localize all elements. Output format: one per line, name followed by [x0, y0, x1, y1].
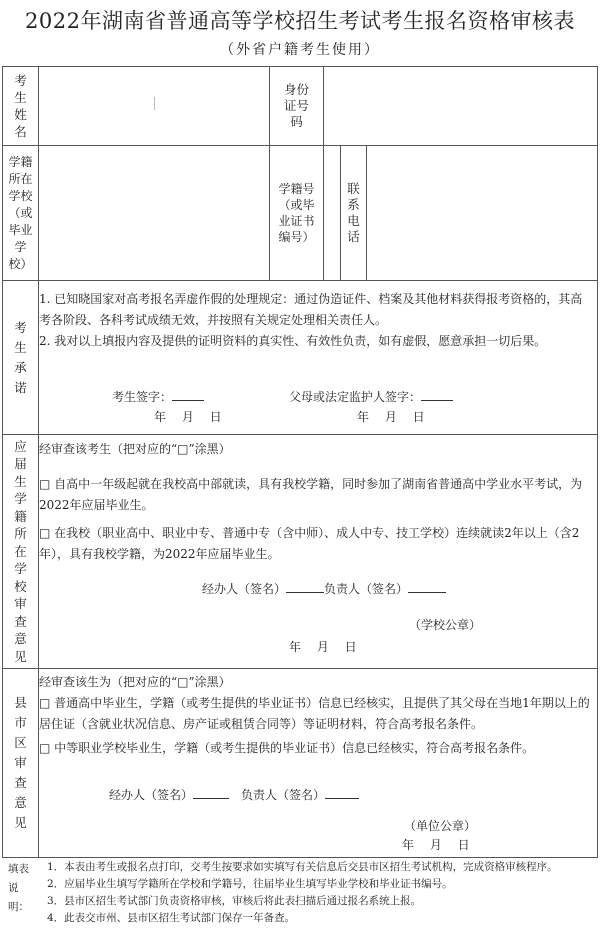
name-input[interactable] — [39, 67, 269, 145]
county-review-option-2[interactable]: □ 中等职业学校毕业生，学籍（或考生提供的毕业证书）信息已经核实，符合高考报名条件。 — [39, 741, 535, 755]
guardian-date: 年 月 日 — [357, 410, 426, 424]
county-review-label: 县市区审查意见 — [14, 695, 27, 830]
divider-row4 — [2, 668, 598, 669]
guardian-signature-line[interactable] — [421, 386, 453, 401]
application-form — [2, 66, 598, 857]
divider-row2 — [2, 280, 598, 281]
guardian-signature-label: 父母或法定监护人签字： — [289, 390, 422, 404]
contact-phone-label: 联系电话 — [347, 181, 360, 244]
school-handler-line[interactable] — [286, 578, 324, 593]
promise-label: 考生承诺 — [14, 319, 27, 395]
school-handler-label: 经办人（签名） — [202, 582, 287, 596]
contact-phone-input[interactable] — [367, 146, 597, 280]
school-review-label: 应届生学籍所在学校审查意见 — [14, 438, 27, 664]
school-label: 学籍所在学校（或毕业学校） — [8, 154, 33, 271]
school-leader-line[interactable] — [408, 578, 446, 593]
county-handler-line[interactable] — [193, 784, 229, 799]
notes-label: 填表说明： — [8, 863, 29, 913]
county-handler-field[interactable] — [109, 784, 359, 806]
student-signature-line[interactable] — [172, 386, 204, 401]
school-review-option-1[interactable]: □ 自高中一年级起就在我校高中部就读，具有我校学籍，同时参加了湖南省普通高中学业水平考试，为2022年应届毕业生。 — [39, 477, 583, 512]
student-signature-label: 考生签字： — [112, 390, 173, 404]
divider-row3 — [2, 434, 598, 435]
note-item-1: 1．本表由考生或报名点打印，交考生按要求如实填写有关信息后交县市区招生考试机构，完成资格审核程序。 — [47, 861, 558, 873]
school-review-option-2[interactable]: □ 在我校（职业高中、职业中专、普通中专（含中师）、成人中专、技工学校）连续就读2年以上（含2年），具有我校学籍，为2022年应届毕业生。 — [39, 526, 580, 561]
county-seal: （单位公章） — [404, 819, 477, 833]
id-number-label: 身份证号码 — [283, 82, 309, 129]
promise-item-1: 1. 已知晓国家对高考报名弄虚作假的处理规定：通过伪造证件、档案及其他材料获得报考资格的，其高考各阶段、各科考试成绩无效，并按照有关规定处理相关责任人。 — [39, 292, 583, 327]
note-item-4: 4．此表交市州、县市区招生考试部门保存一年备查。 — [47, 912, 296, 924]
county-leader-line[interactable] — [325, 784, 359, 799]
id-number-input[interactable] — [324, 67, 597, 145]
border-right — [597, 66, 598, 858]
county-leader-label: 负责人（签名） — [241, 788, 326, 802]
school-review-heading: 经审查该考生（把对应的“□”涂黑） — [39, 442, 231, 456]
instructions-notes — [0, 858, 600, 929]
student-date: 年 月 日 — [154, 410, 223, 424]
county-review-heading: 经审查该生为（把对应的“□”涂黑） — [39, 675, 231, 689]
student-signature-field[interactable] — [112, 386, 204, 408]
text-cursor — [154, 97, 155, 110]
school-seal: （学校公章） — [409, 618, 482, 632]
guardian-signature-field[interactable] — [289, 386, 453, 408]
note-item-3: 3．县市区招生考试部门负责资格审核，审核后将此表扫描后通过报名系统上报。 — [47, 895, 422, 907]
school-handler-field[interactable] — [202, 578, 446, 600]
student-number-input[interactable] — [324, 146, 340, 280]
county-handler-label: 经办人（签名） — [109, 788, 194, 802]
page-subtitle: （外省户籍考生使用） — [220, 42, 380, 58]
promise-item-2: 2. 我对以上填报内容及提供的证明资料的真实性、有效性负责，如有虚假，愿意承担一切后果。 — [39, 334, 547, 348]
school-review-date: 年 月 日 — [289, 640, 358, 654]
name-label: 考生姓名 — [14, 73, 27, 139]
county-review-option-1[interactable]: □ 普通高中毕业生，学籍（或考生提供的毕业证书）信息已经核实，且提供了其父母在当地1年期以上的居住证（含就业状况信息、房产证或租赁合同等）等证明材料，符合高考报名条件。 — [39, 696, 590, 731]
school-input[interactable] — [39, 146, 269, 280]
school-leader-label: 负责人（签名） — [324, 582, 409, 596]
county-review-date: 年 月 日 — [402, 838, 471, 852]
note-item-2: 2．应届毕业生填写学籍所在学校和学籍号，往届毕业生填写毕业学校和毕业证书编号。 — [47, 878, 453, 890]
student-number-label: 学籍号（或毕业证书编号） — [278, 182, 315, 244]
page-title: 2022年湖南省普通高等学校招生考试考生报名资格审核表 — [25, 9, 575, 33]
